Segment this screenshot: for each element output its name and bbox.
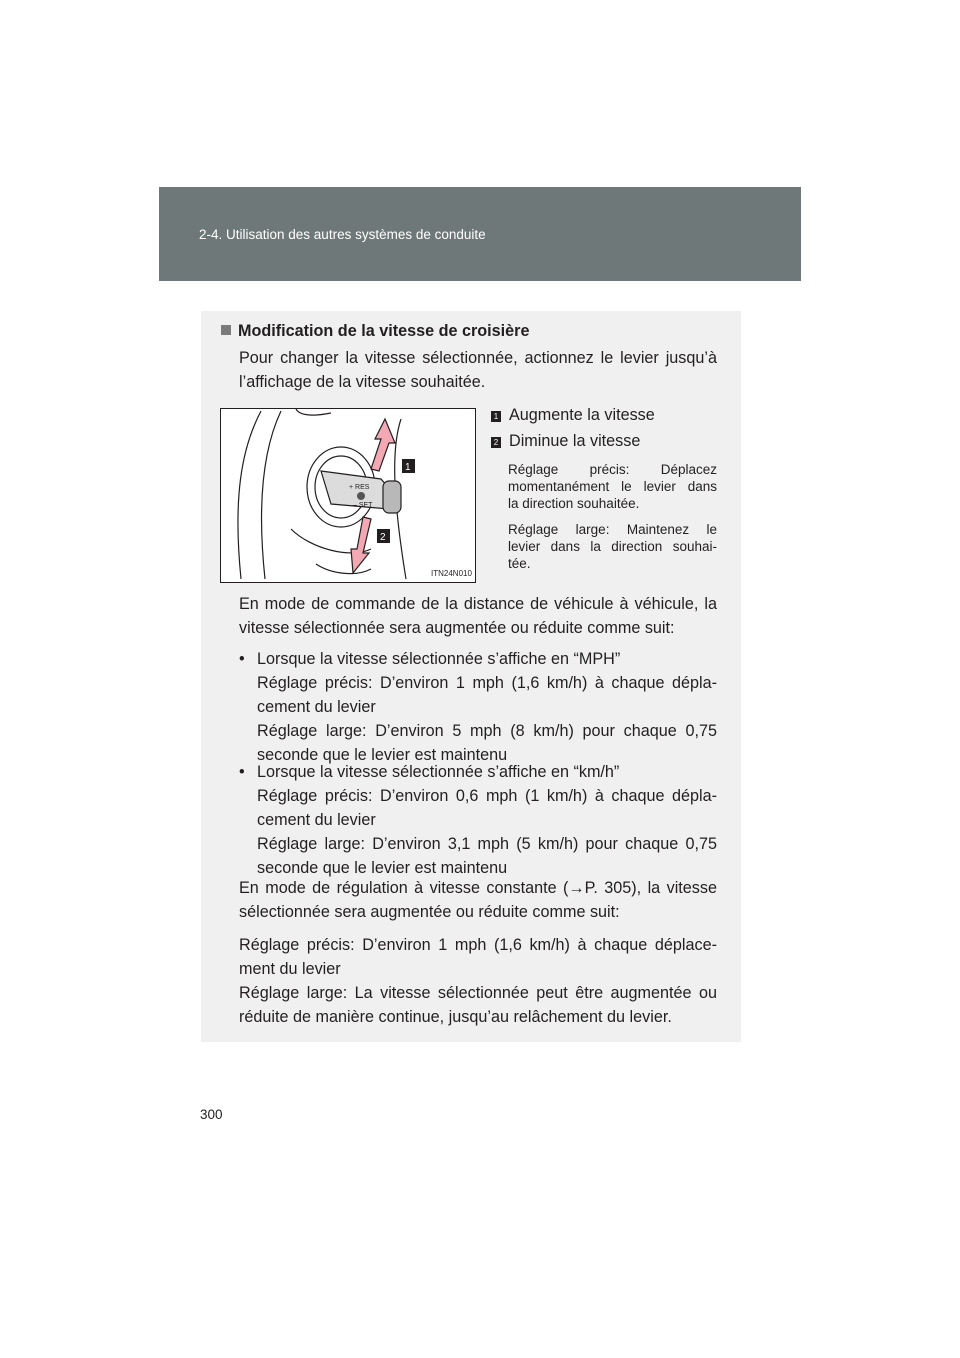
- bullet-line: Réglage précis: D’environ 1 mph (1,6 km/h) à chaque dépla-: [257, 674, 717, 692]
- intro-line: Pour changer la vitesse sélectionnée, actionnez le levier jusqu’à: [239, 349, 717, 367]
- distance-mode-line: vitesse sélectionnée sera augmentée ou réduite comme suit:: [239, 619, 675, 637]
- constant-mode-detail: Réglage large: La vitesse sélectionnée peut être augmentée ou: [239, 984, 717, 1002]
- cruise-lever: [321, 471, 401, 513]
- bullet-line: cement du levier: [257, 698, 376, 716]
- steering-column-line: [238, 411, 261, 579]
- bullet-line: cement du levier: [257, 811, 376, 829]
- constant-mode-detail: ment du levier: [239, 960, 341, 978]
- bullet-marker: •: [239, 763, 245, 781]
- legend-item: [491, 429, 640, 453]
- bullet-line: seconde que le levier est maintenu: [257, 746, 508, 764]
- note-line: levier dans la direction souhai-: [508, 539, 717, 554]
- figure-code: ITN24N010: [431, 569, 472, 578]
- lever-illustration: [220, 408, 476, 583]
- bullet-title: Lorsque la vitesse sélectionnée s’affiche en “MPH”: [257, 650, 621, 668]
- label-1: 1: [405, 462, 411, 473]
- legend-text: Diminue la vitesse: [509, 432, 641, 450]
- heading-text: Modification de la vitesse de croisière: [238, 322, 530, 340]
- lever-text-res: + RES: [349, 484, 370, 491]
- down-arrow-icon: [351, 517, 371, 573]
- dash-line: [296, 409, 331, 415]
- up-arrow-icon: [371, 419, 395, 471]
- constant-mode-line: sélectionnée sera augmentée ou réduite comme suit:: [239, 903, 620, 921]
- note-line: tée.: [508, 556, 531, 571]
- bullet-line: Réglage précis: D’environ 0,6 mph (1 km/h) à chaque dépla-: [257, 787, 717, 805]
- page-number: 300: [200, 1107, 223, 1122]
- note-line: Réglage précis: Déplacez: [508, 462, 717, 477]
- bullet-line: Réglage large: D’environ 3,1 mph (5 km/h) pour chaque 0,75: [257, 835, 717, 853]
- legend-item: [491, 403, 655, 427]
- panel-heading: [221, 319, 529, 343]
- note-line: momentanément le levier dans: [508, 479, 717, 494]
- constant-mode-line: En mode de régulation à vitesse constante (→P. 305), la vitesse: [239, 879, 717, 897]
- number-1-icon: 1: [491, 411, 501, 422]
- number-2-icon: 2: [491, 437, 501, 448]
- bullet-title: Lorsque la vitesse sélectionnée s’affiche en “km/h”: [257, 763, 620, 781]
- constant-mode-detail: réduite de manière continue, jusqu’au relâchement du levier.: [239, 1008, 672, 1026]
- section-title: 2-4. Utilisation des autres systèmes de conduite: [199, 227, 486, 242]
- steering-column-line: [262, 411, 281, 579]
- heading-square-icon: [221, 325, 231, 335]
- distance-mode-line: En mode de commande de la distance de véhicule à véhicule, la: [239, 595, 717, 613]
- dash-line: [316, 564, 371, 574]
- constant-mode-detail: Réglage précis: D’environ 1 mph (1,6 km/h) à chaque déplace-: [239, 936, 717, 954]
- note-line: la direction souhaitée.: [508, 496, 640, 511]
- note-line: Réglage large: Maintenez le: [508, 522, 717, 537]
- bullet-line: seconde que le levier est maintenu: [257, 859, 508, 877]
- legend-text: Augmente la vitesse: [509, 406, 655, 424]
- label-2: 2: [380, 532, 386, 543]
- info-panel: [201, 311, 741, 1042]
- bullet-marker: •: [239, 650, 245, 668]
- section-header: [159, 187, 801, 281]
- intro-line: l’affichage de la vitesse souhaitée.: [239, 373, 486, 391]
- lever-drawing: [221, 409, 475, 582]
- bullet-line: Réglage large: D’environ 5 mph (8 km/h) pour chaque 0,75: [257, 722, 717, 740]
- lever-text-set: – SET: [353, 502, 373, 509]
